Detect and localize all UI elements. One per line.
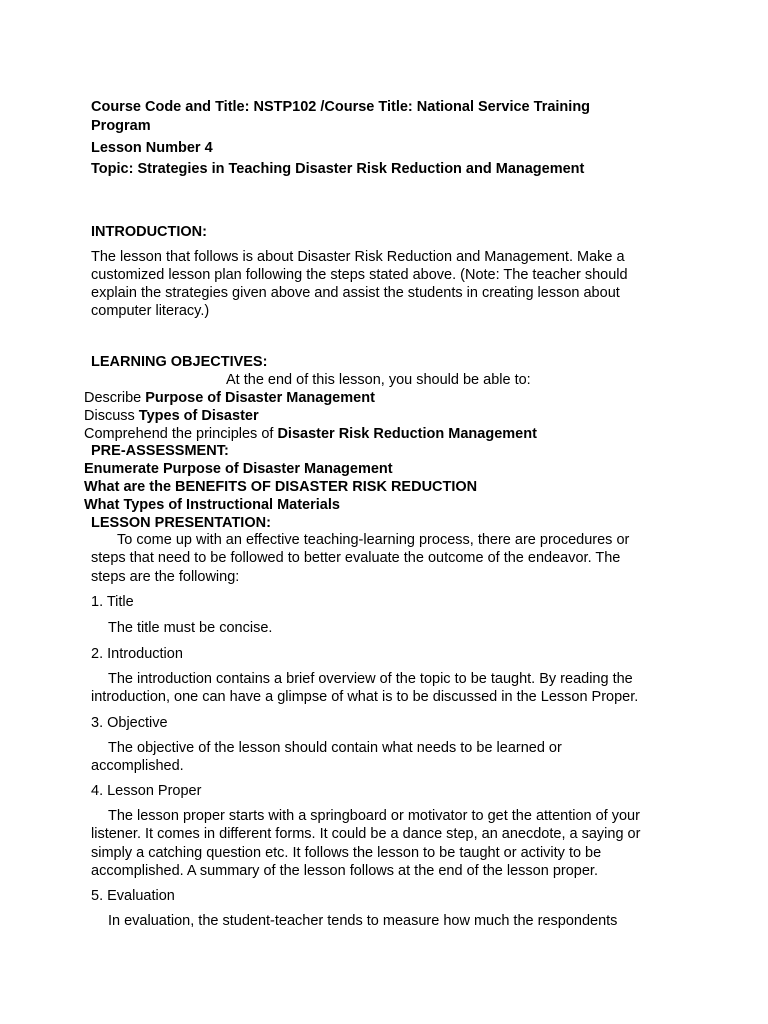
introduction-heading: INTRODUCTION: (91, 224, 207, 240)
course-title-line-2: Program (91, 118, 151, 134)
introduction-line: customized lesson plan following the steps stated above. (Note: The teacher should (91, 267, 628, 283)
step-label: 2. Introduction (91, 646, 183, 662)
objective-verb: Describe (84, 390, 146, 406)
step-text-line: listener. It comes in different forms. It could be a dance step, an anecdote, a saying or (91, 826, 641, 842)
course-title-line-1: Course Code and Title: NSTP102 /Course Title: National Service Training (91, 99, 591, 115)
objective-item (84, 389, 375, 407)
objective-verb: Discuss (84, 408, 139, 424)
objectives-lead: At the end of this lesson, you should be able to: (226, 372, 531, 388)
step-text-line: The introduction contains a brief overview of the topic to be taught. By reading the (108, 671, 633, 687)
step-text-line: accomplished. (91, 758, 184, 774)
introduction-line: computer literacy.) (91, 303, 210, 319)
pre-assessment-item: What Types of Instructional Materials (84, 497, 340, 513)
objective-item (84, 407, 259, 425)
step-text-line: The objective of the lesson should contain what needs to be learned or (108, 740, 562, 756)
topic: Topic: Strategies in Teaching Disaster Risk Reduction and Management (91, 161, 585, 177)
objective-item (84, 425, 537, 443)
step-label: 4. Lesson Proper (91, 783, 202, 799)
step-text-line: In evaluation, the student-teacher tends to measure how much the respondents (108, 913, 618, 929)
objective-topic: Purpose of Disaster Management (145, 390, 375, 406)
pre-assessment-item: What are the BENEFITS OF DISASTER RISK REDUCTION (84, 479, 478, 495)
step-text-line: accomplished. A summary of the lesson follows at the end of the lesson proper. (91, 863, 598, 879)
presentation-intro-line: steps are the following: (91, 569, 240, 585)
introduction-line: explain the strategies given above and assist the students in creating lesson about (91, 285, 620, 301)
step-text-line: The title must be concise. (108, 620, 273, 636)
presentation-heading: LESSON PRESENTATION: (91, 515, 271, 531)
pre-assessment-item: Enumerate Purpose of Disaster Management (84, 461, 393, 477)
step-label: 3. Objective (91, 715, 168, 731)
introduction-line: The lesson that follows is about Disaster Risk Reduction and Management. Make a (91, 249, 625, 265)
step-label: 1. Title (91, 594, 134, 610)
step-text-line: simply a catching question etc. It follows the lesson to be taught or activity to be (91, 845, 602, 861)
presentation-intro-line: To come up with an effective teaching-learning process, there are procedures or (117, 532, 630, 548)
step-text-line: The lesson proper starts with a springboard or motivator to get the attention of your (108, 808, 640, 824)
objectives-heading: LEARNING OBJECTIVES: (91, 354, 268, 370)
objective-topic: Disaster Risk Reduction Management (277, 426, 537, 442)
objective-topic: Types of Disaster (138, 408, 259, 424)
lesson-number: Lesson Number 4 (91, 140, 213, 156)
presentation-intro-line: steps that need to be followed to better evaluate the outcome of the endeavor. The (91, 550, 621, 566)
pre-assessment-heading: PRE-ASSESSMENT: (91, 443, 229, 459)
step-label: 5. Evaluation (91, 888, 175, 904)
step-text-line: introduction, one can have a glimpse of what is to be discussed in the Lesson Proper. (91, 689, 639, 705)
objective-verb: Comprehend the principles of (84, 426, 278, 442)
